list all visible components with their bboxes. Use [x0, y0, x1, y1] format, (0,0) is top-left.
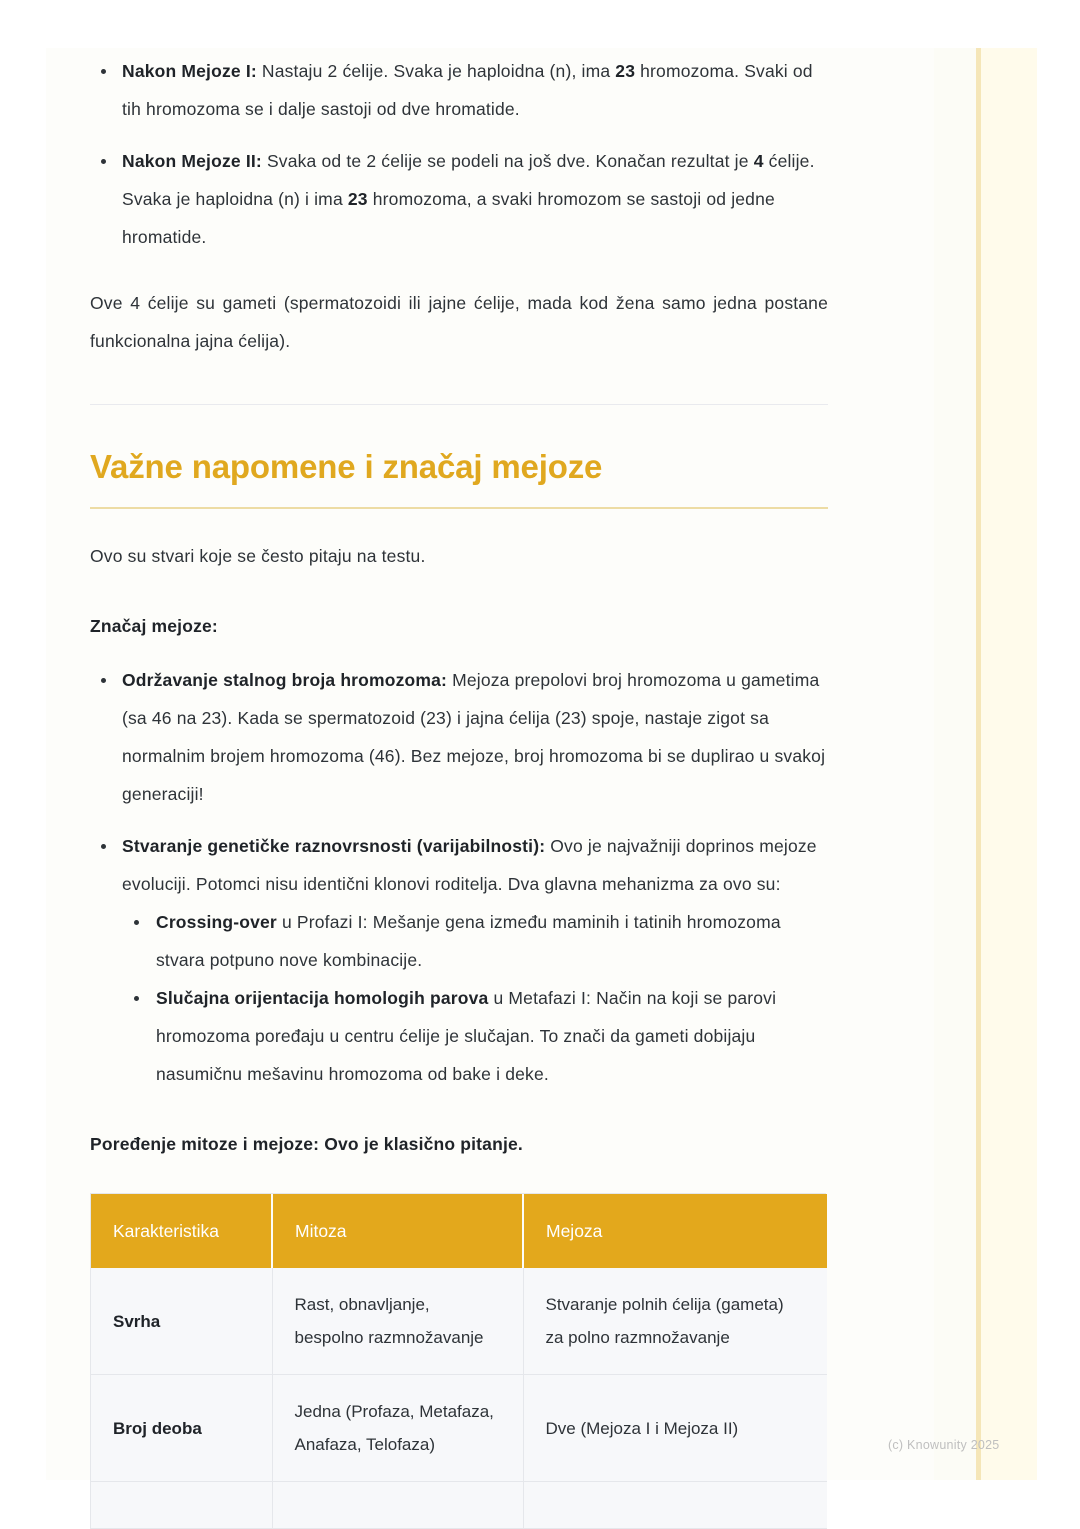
cell-empty: [523, 1482, 827, 1529]
bullet-text: Mejoza prepolovi broj hromozoma u gametima (sa 46 na 23). Kada se spermatozoid (23) i jajna ćelija (23) spoje, nastaje zigot sa normalnim brojem hromozoma (46). Bez mejoze, broj hromozoma bi se duplirao u svakoj generaciji!: [122, 669, 826, 804]
bullet-text-cont-2: hromozoma, a svaki hromozom se sastoji od jedne hromatide.: [122, 189, 775, 247]
bullet-emphasis: 4: [753, 151, 764, 171]
heading-underline: [90, 507, 828, 509]
cell-empty: [272, 1482, 523, 1529]
meiosis-stages-list: [90, 52, 828, 256]
table-row: [91, 1268, 827, 1375]
table-row-cut-off: [91, 1482, 827, 1529]
mitosis-meiosis-comparison-table: [91, 1194, 827, 1529]
cell-empty: [91, 1482, 272, 1529]
sub-bullet-lead-label: Crossing-over: [156, 911, 277, 932]
page-title: Važne napomene i značaj mejoze: [90, 448, 603, 485]
cell-mitoza: Rast, obnavljanje, bespolno razmnožavanje: [272, 1268, 523, 1375]
bullet-text-cont: ćelije. Svaka je haploidna (n) i ima: [122, 151, 815, 209]
list-item: [122, 979, 828, 1093]
table-header-row: [91, 1194, 827, 1269]
significance-subheading: Značaj mejoze:: [90, 615, 218, 636]
column-header-mitoza: Mitoza: [272, 1194, 523, 1269]
bullet-text: Nastaju 2 ćelije. Svaka je haploidna (n), ima: [256, 61, 616, 81]
document-content: [90, 52, 828, 1529]
variability-mechanisms-list: [122, 903, 828, 1093]
list-item: [90, 52, 828, 128]
significance-list: [90, 661, 828, 1093]
list-item: [122, 903, 828, 979]
row-characteristic: Svrha: [91, 1268, 272, 1375]
cell-mejoza: Dve (Mejoza I i Mejoza II): [523, 1375, 827, 1482]
bullet-lead-label: Održavanje stalnog broja hromozoma:: [122, 669, 448, 690]
column-header-mejoza: Mejoza: [523, 1194, 827, 1269]
gamete-paragraph: Ove 4 ćelije su gameti (spermatozoidi ili jajne ćelije, mada kod žena samo jedna postane funkcionalna jajna ćelija).: [90, 293, 828, 351]
comparison-intro-lead: Poređenje mitoze i mejoze:: [90, 1133, 320, 1154]
list-item: [90, 142, 828, 256]
bullet-lead-label: Stvaranje genetičke raznovrsnosti (varijabilnosti):: [122, 835, 546, 856]
sub-bullet-text: u Metafazi I: Način na koji se parovi hromozoma poređaju u centru ćelije je slučajan. To znači da gameti dobijaju nasumičnu mešavinu hromozoma od bake i deke.: [156, 987, 777, 1084]
bullet-text: Ovo je najvažniji doprinos mejoze evoluciji. Potomci nisu identični klonovi roditelja. Dva glavna mehanizma za ovo su:: [122, 835, 817, 894]
bullet-emphasis-2: 23: [347, 189, 368, 209]
bullet-text-cont: hromozoma. Svaki od tih hromozoma se i dalje sastoji od dve hromatide.: [122, 61, 813, 119]
sub-bullet-lead-label: Slučajna orijentacija homologih parova: [156, 987, 489, 1008]
section-divider: [90, 404, 828, 405]
page-accent-panel: [981, 48, 1037, 1480]
comparison-intro: [90, 1125, 828, 1163]
list-item: [90, 827, 828, 1093]
column-header-characteristic: Karakteristika: [91, 1194, 272, 1269]
page-right-rail: [934, 48, 976, 1480]
table-row: [91, 1375, 827, 1482]
row-characteristic: Broj deoba: [91, 1375, 272, 1482]
comparison-intro-rest: Ovo je klasično pitanje.: [319, 1133, 523, 1154]
bullet-lead-label: Nakon Mejoze I:: [122, 61, 257, 81]
sub-bullet-text: u Profazi I: Mešanje gena između maminih i tatinih hromozoma stvara potpuno nove kombinacije.: [156, 911, 781, 970]
comparison-table-wrapper: [90, 1193, 826, 1529]
cell-mitoza: Jedna (Profaza, Metafaza, Anafaza, Telofaza): [272, 1375, 523, 1482]
section-lead-line: Ovo su stvari koje se često pitaju na testu.: [90, 545, 426, 566]
list-item: [90, 661, 828, 813]
watermark: (c) Knowunity 2025: [888, 1438, 1000, 1452]
bullet-lead-label: Nakon Mejoze II:: [122, 151, 262, 171]
cell-mejoza: Stvaranje polnih ćelija (gameta) za polno razmnožavanje: [523, 1268, 827, 1375]
bullet-emphasis: 23: [615, 61, 636, 81]
bullet-text: Svaka od te 2 ćelije se podeli na još dve. Konačan rezultat je: [261, 151, 754, 171]
